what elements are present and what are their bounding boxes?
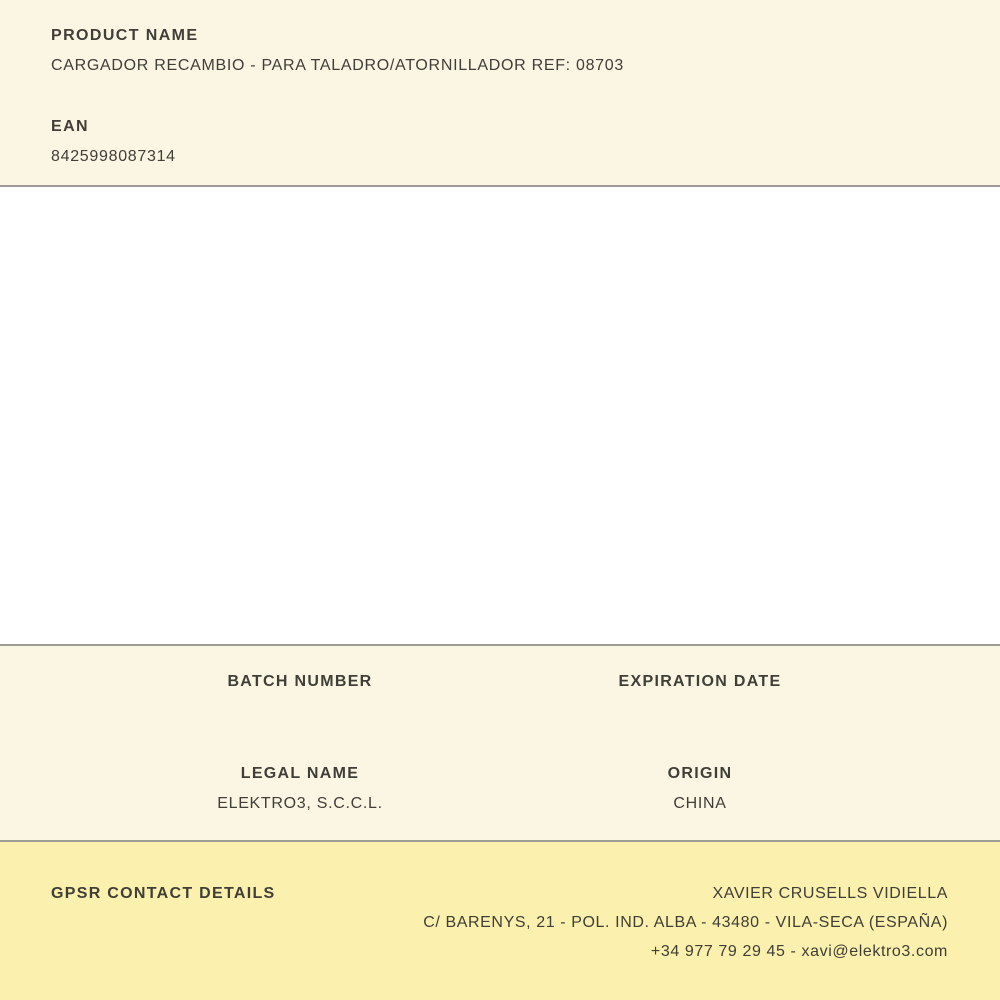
ean-value: 8425998087314 xyxy=(51,148,176,165)
contact-block xyxy=(423,879,948,966)
expiration-date-label: EXPIRATION DATE xyxy=(618,673,782,690)
product-name-label: PRODUCT NAME xyxy=(51,27,199,44)
batch-info-section xyxy=(0,646,1000,842)
origin-value: CHINA xyxy=(673,795,727,812)
product-image-area xyxy=(0,187,1000,646)
contact-name: XAVIER CRUSELLS VIDIELLA xyxy=(712,885,948,902)
expiration-date-cell xyxy=(500,673,900,721)
legal-name-value: ELEKTRO3, S.C.C.L. xyxy=(217,795,383,812)
origin-cell xyxy=(500,765,900,813)
contact-phone-email: +34 977 79 29 45 - xavi@elektro3.com xyxy=(650,943,948,960)
batch-number-cell xyxy=(100,673,500,721)
gpsr-contact-label: GPSR CONTACT DETAILS xyxy=(51,885,276,902)
product-name-value: CARGADOR RECAMBIO - PARA TALADRO/ATORNILLADOR REF: 08703 xyxy=(51,57,624,74)
product-name-section xyxy=(0,0,1000,187)
ean-label: EAN xyxy=(51,118,89,135)
product-name-field xyxy=(51,27,949,75)
contact-address: C/ BARENYS, 21 - POL. IND. ALBA - 43480 - VILA-SECA (ESPAÑA) xyxy=(423,914,948,931)
legal-name-label: LEGAL NAME xyxy=(240,765,360,782)
batch-number-label: BATCH NUMBER xyxy=(227,673,373,690)
info-grid xyxy=(100,673,900,813)
origin-label: ORIGIN xyxy=(667,765,733,782)
legal-name-cell xyxy=(100,765,500,813)
batch-number-value xyxy=(100,702,500,721)
ean-field xyxy=(51,118,949,166)
gpsr-contact-section xyxy=(0,842,1000,1000)
expiration-date-value xyxy=(500,702,900,721)
